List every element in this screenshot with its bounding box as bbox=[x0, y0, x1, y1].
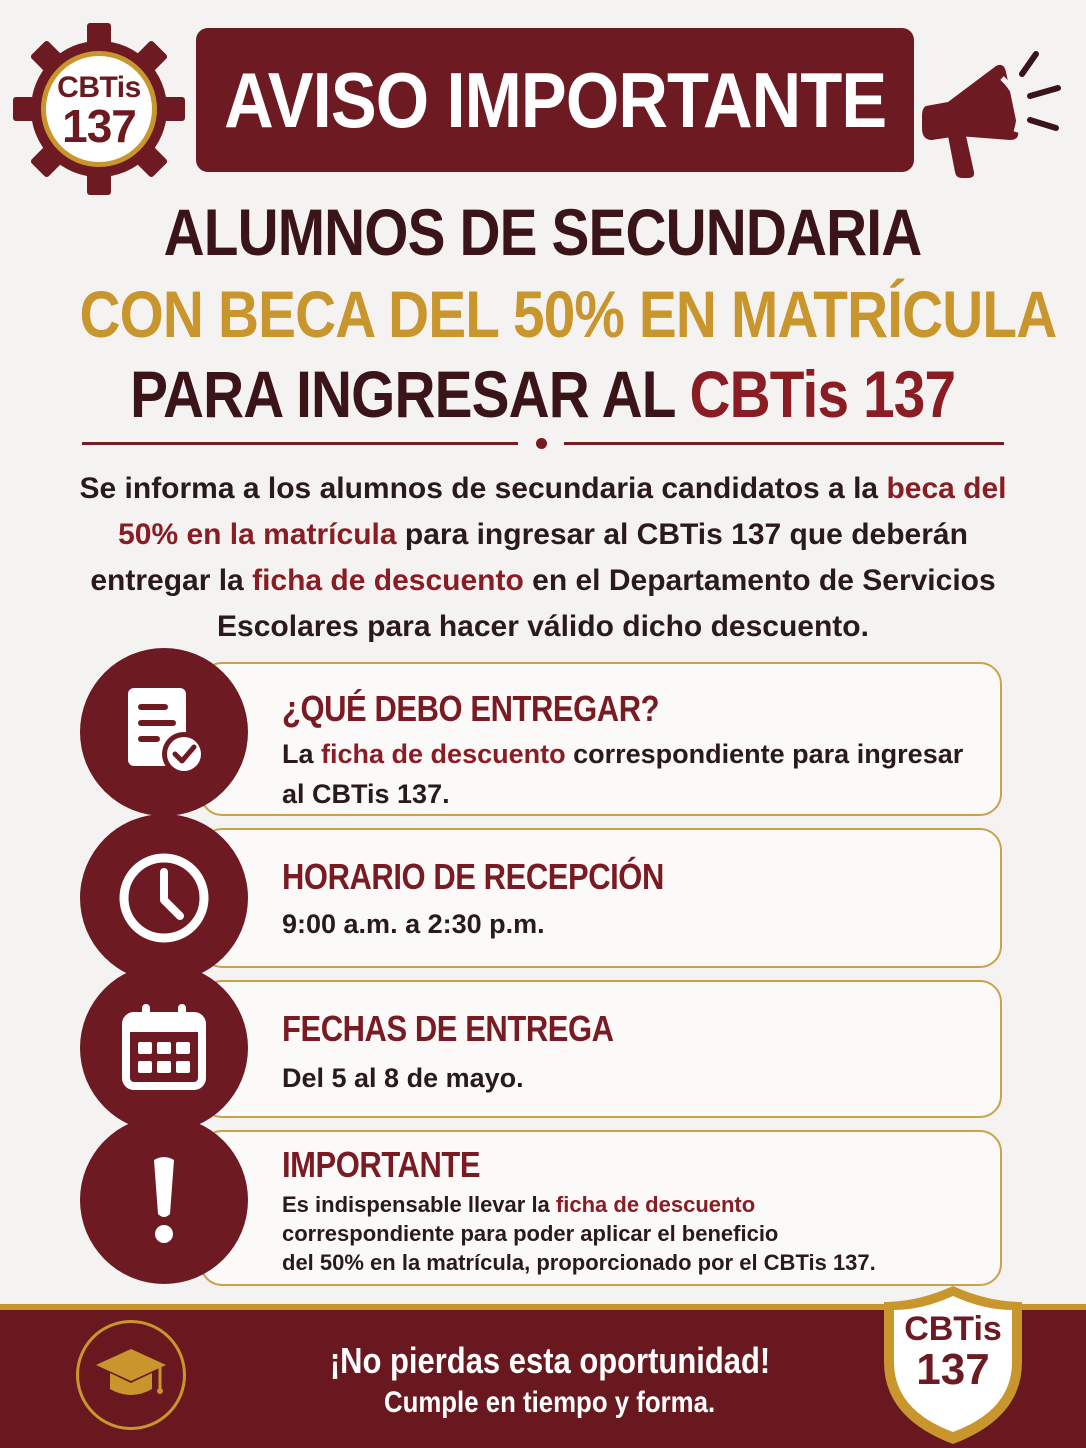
calendar-icon bbox=[114, 998, 214, 1098]
headline-line3-prefix: PARA INGRESAR AL bbox=[130, 357, 675, 431]
intro-highlight-beca: beca del 50% en la matrícula bbox=[118, 472, 1007, 551]
card2-title: HORARIO DE RECEPCIÓN bbox=[282, 856, 664, 897]
gear-logo bbox=[12, 22, 186, 196]
logo-line2: 137 bbox=[62, 100, 136, 152]
intro-paragraph: Se informa a los alumnos de secundaria candidatos a la beca del 50% en la matrícula para ingresar al CBTis 137 que deberán entregar la ficha de descuento en el Departamento de Servicios Escolares para hacer válido dicho descuento. bbox=[79, 472, 1007, 643]
megaphone-icon bbox=[918, 44, 1068, 184]
cap-circle bbox=[76, 1320, 186, 1430]
card1-icon-circle bbox=[80, 648, 248, 816]
clock-icon bbox=[114, 848, 214, 948]
card2-text: 9:00 a.m. a 2:30 p.m. bbox=[282, 909, 545, 939]
graduation-cap-icon bbox=[94, 1345, 168, 1405]
card1-title: ¿QUÉ DEBO ENTREGAR? bbox=[282, 688, 660, 729]
card4-icon-circle bbox=[80, 1116, 248, 1284]
shield-text bbox=[878, 1312, 1028, 1392]
card4-highlight: ficha de descuento bbox=[555, 1192, 756, 1217]
intro-highlight-ficha: ficha de descuento bbox=[252, 564, 524, 597]
headline-line2: CON BECA DEL 50% EN MATRÍCULA bbox=[79, 277, 1057, 351]
card3-icon-circle bbox=[80, 964, 248, 1132]
card4-text: Es indispensable llevar la ficha de descuento correspondiente para poder aplicar el beneficio del 50% en la matrícula, proporcionado por el CBTis 137. bbox=[282, 1192, 876, 1275]
shield-line2: 137 bbox=[916, 1345, 990, 1394]
card4-title: IMPORTANTE bbox=[282, 1144, 481, 1185]
logo-line1: CBTis bbox=[57, 71, 141, 104]
divider-left bbox=[82, 442, 518, 445]
card2-icon-circle bbox=[80, 814, 248, 982]
headline-line1: ALUMNOS DE SECUNDARIA bbox=[164, 195, 922, 269]
shield-line1: CBTis bbox=[904, 1310, 1002, 1348]
card-reception-hours bbox=[200, 828, 1002, 968]
notice-banner bbox=[196, 28, 914, 172]
footer-subline: Cumple en tiempo y forma. bbox=[384, 1386, 716, 1419]
logo-text bbox=[12, 22, 186, 196]
document-check-icon bbox=[114, 682, 214, 782]
card3-text: Del 5 al 8 de mayo. bbox=[282, 1063, 524, 1093]
headline-line3 bbox=[0, 356, 1086, 432]
divider-dot bbox=[536, 438, 547, 449]
footer-headline: ¡No pierdas esta oportunidad! bbox=[329, 1340, 771, 1381]
card1-highlight: ficha de descuento bbox=[321, 739, 566, 769]
exclamation-icon bbox=[114, 1150, 214, 1250]
headline-line3-accent: CBTis 137 bbox=[689, 357, 956, 431]
divider-right bbox=[564, 442, 1004, 445]
card3-title: FECHAS DE ENTREGA bbox=[282, 1008, 614, 1049]
card1-text: La ficha de descuento correspondiente para ingresar al CBTis 137. bbox=[282, 739, 964, 809]
banner-title: AVISO IMPORTANTE bbox=[223, 55, 887, 144]
